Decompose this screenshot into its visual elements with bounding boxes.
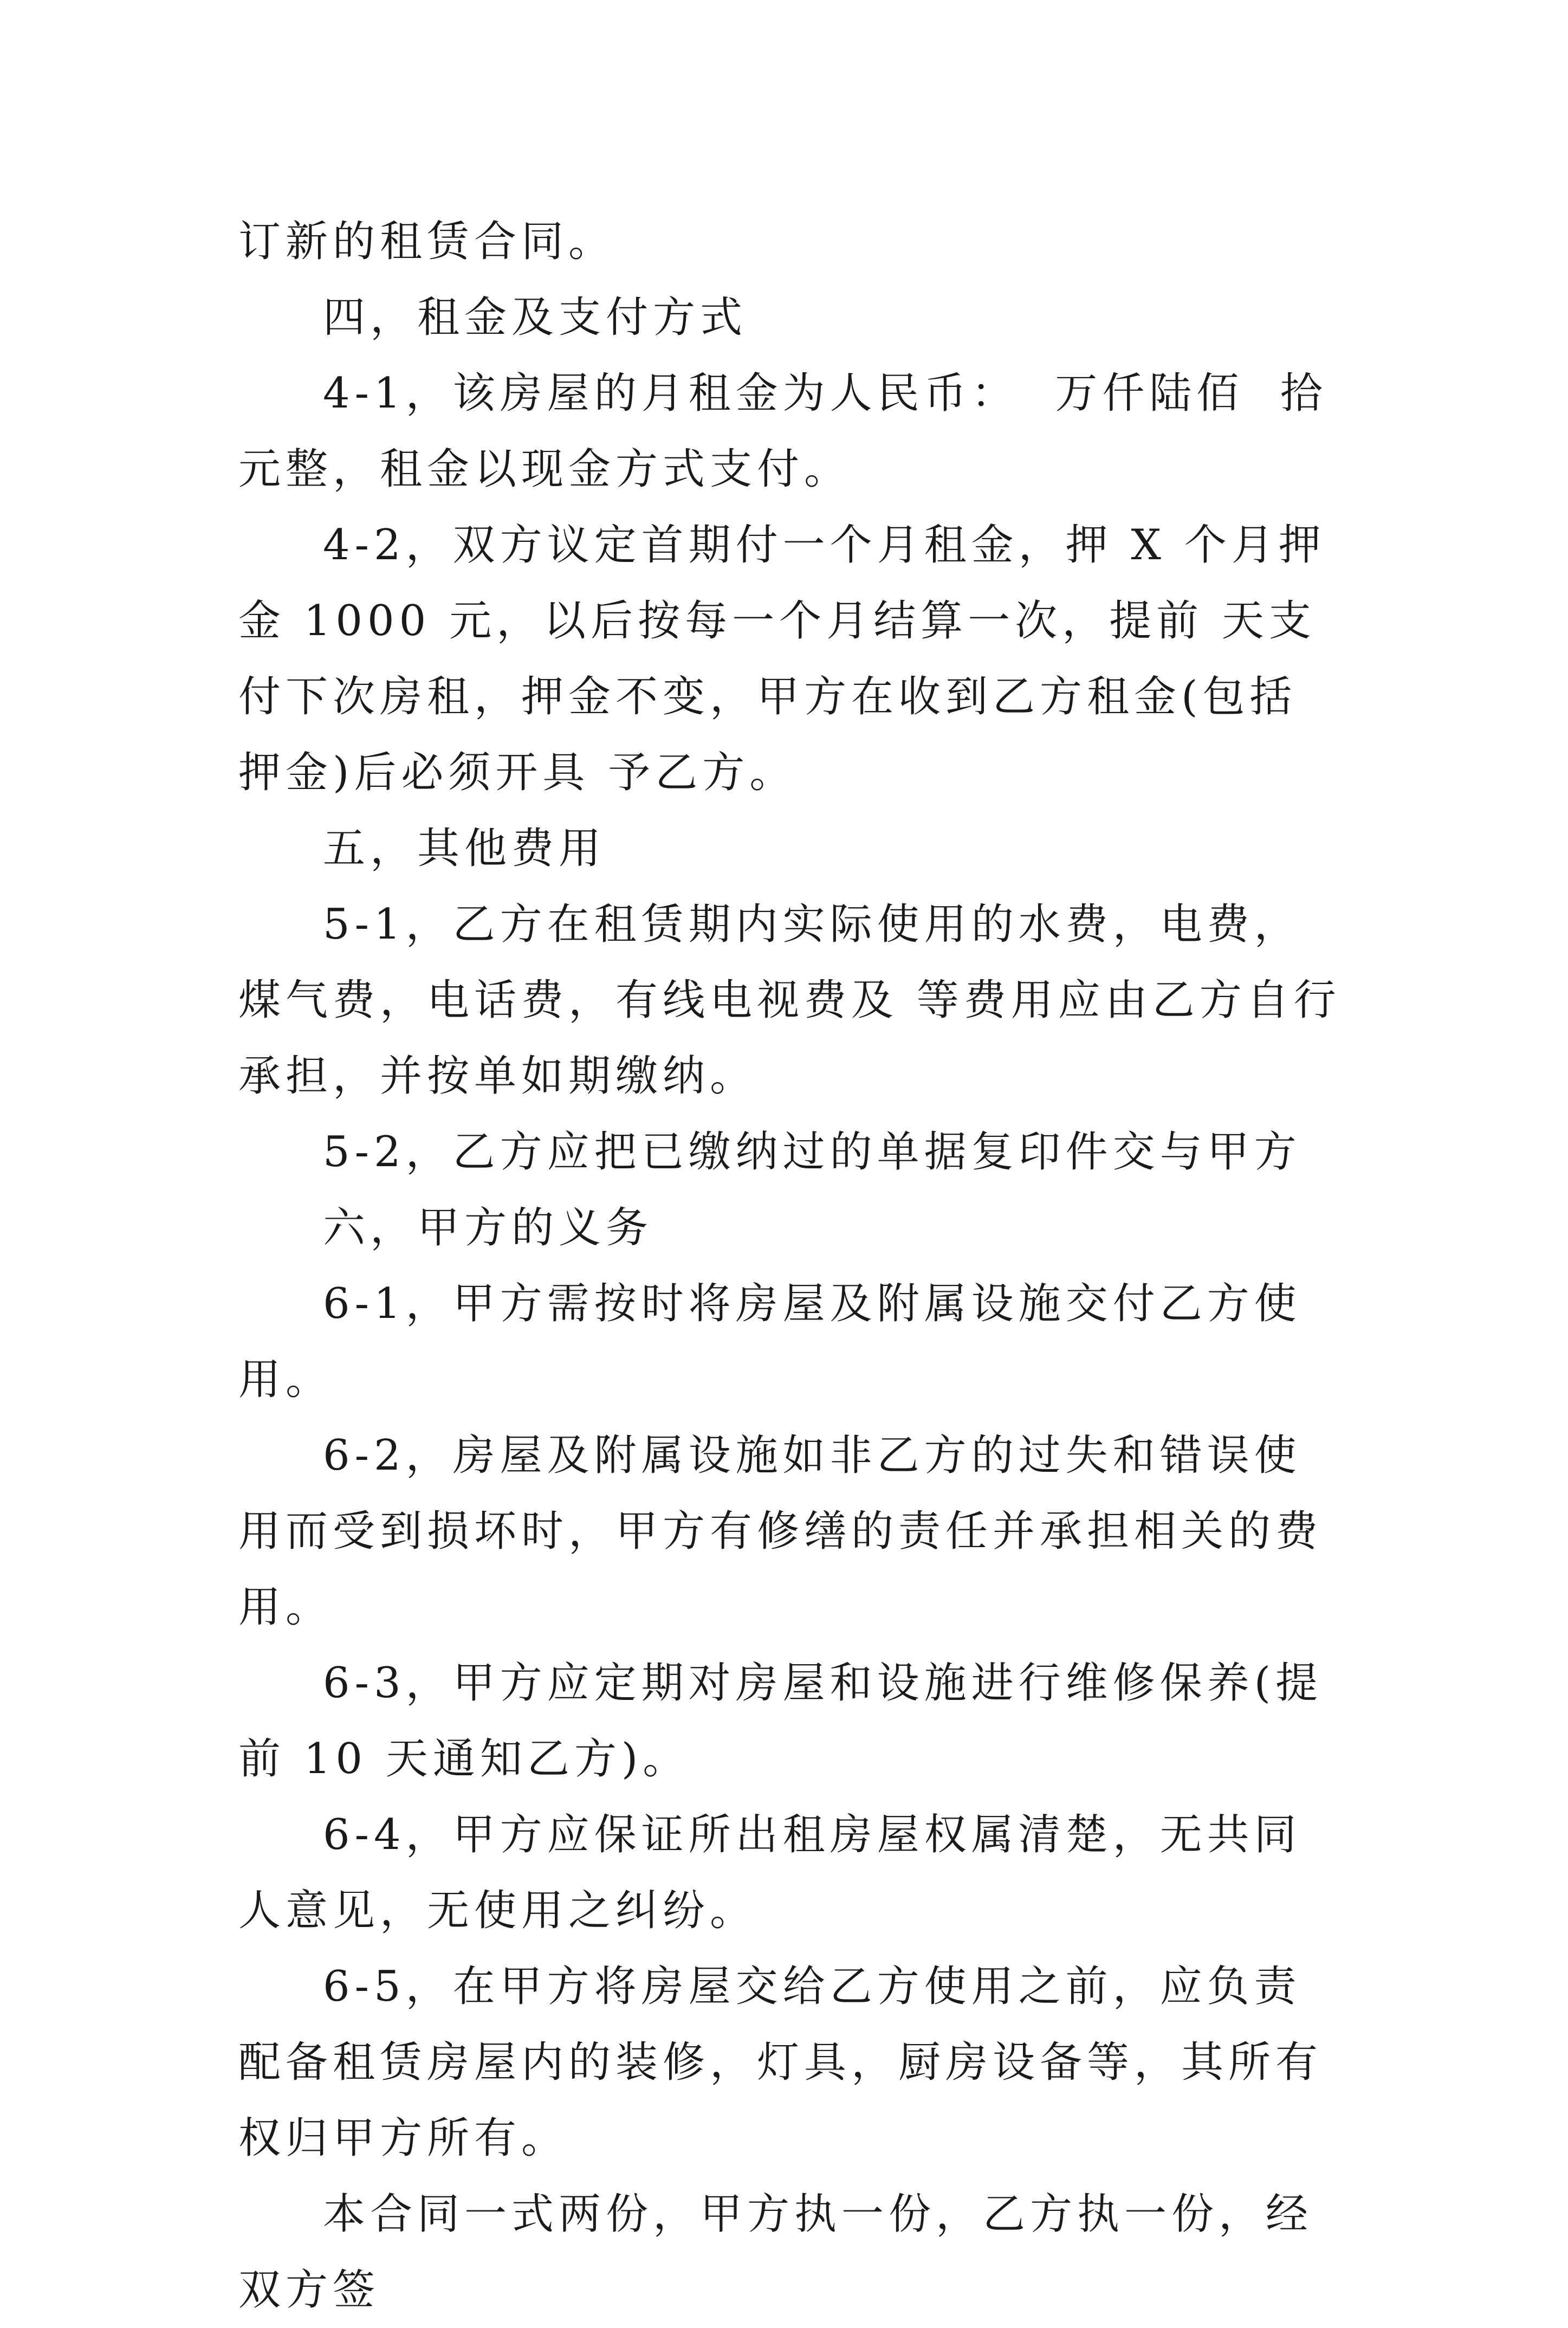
document-body	[238, 204, 1364, 2328]
clause-5-1: 5-1，乙方在租赁期内实际使用的水费，电费，煤气费，电话费，有线电视费及 等费用应由乙方自行承担，并按单如期缴纳。	[238, 900, 1341, 1101]
clause-6-5: 6-5，在甲方将房屋交给乙方使用之前，应负责配备租赁房屋内的装修，灯具，厨房设备等，其所有权归甲方所有。	[238, 1962, 1323, 2163]
contract-copies-statement: 本合同一式两份，甲方执一份，乙方执一份，经双方签	[238, 2190, 1313, 2314]
clause-4-1: 4-1，该房屋的月租金为人民币： 万仟陆佰 拾 元整，租金以现金方式支付。	[238, 369, 1364, 494]
paragraph-continuation: 订新的租赁合同。	[238, 217, 616, 266]
section-heading-rent: 四，租金及支付方式	[323, 293, 748, 342]
section-heading-other-fees: 五，其他费用	[323, 824, 606, 873]
clause-6-4: 6-4，甲方应保证所出租房屋权属清楚，无共同人意见，无使用之纠纷。	[238, 1810, 1301, 1935]
clause-5-2: 5-2，乙方应把已缴纳过的单据复印件交与甲方	[323, 1128, 1301, 1176]
clause-4-2: 4-2，双方议定首期付一个月租金，押 X 个月押金 1000 元，以后按每一个月结算一次，提前 天支付下次房租，押金不变，甲方在收到乙方租金(包括押金)后必须开具 予乙方。	[238, 521, 1326, 797]
clause-6-3: 6-3，甲方应定期对房屋和设施进行维修保养(提前 10 天通知乙方)。	[238, 1659, 1323, 1783]
section-heading-landlord-duties: 六，甲方的义务	[323, 1204, 653, 1252]
clause-6-1: 6-1，甲方需按时将房屋及附属设施交付乙方使用。	[238, 1279, 1301, 1404]
clause-6-2: 6-2，房屋及附属设施如非乙方的过失和错误使用而受到损坏时，甲方有修缮的责任并承担相关的费用。	[238, 1431, 1323, 1632]
